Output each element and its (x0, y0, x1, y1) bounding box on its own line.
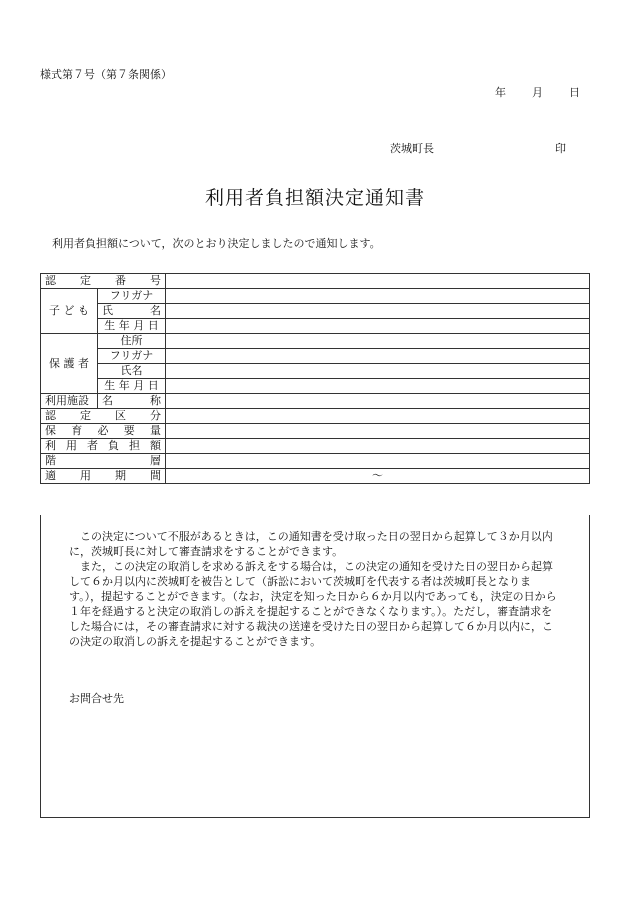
guardian-birth-label: 生 年 月 日 (98, 379, 166, 394)
cert-category-value[interactable] (166, 409, 590, 424)
table-row (41, 439, 590, 454)
appeal-notice-box (40, 515, 590, 818)
date-line (495, 84, 580, 100)
child-birth-value[interactable] (166, 319, 590, 334)
date-month: 月 (532, 86, 543, 99)
guardian-furigana-value[interactable] (166, 349, 590, 364)
tier-value[interactable] (166, 454, 590, 469)
child-furigana-label: フリガナ (98, 289, 166, 304)
guardian-birth-value[interactable] (166, 379, 590, 394)
table-row (41, 274, 590, 289)
table-row (41, 424, 590, 439)
care-need-value[interactable] (166, 424, 590, 439)
child-name-value[interactable] (166, 304, 590, 319)
facility-label: 利用施設 (41, 394, 98, 409)
table-row (41, 409, 590, 424)
period-label: 適 用 期 間 (41, 469, 166, 484)
intro-text: 利用者負担額について，次のとおり決定しましたので通知します。 (52, 237, 381, 250)
seal-mark: 印 (555, 142, 566, 155)
child-furigana-value[interactable] (166, 289, 590, 304)
user-charge-value[interactable] (166, 439, 590, 454)
child-label: 子 ど も (41, 289, 98, 334)
table-row (41, 334, 590, 349)
form-number: 様式第７号（第７条関係） (40, 68, 172, 81)
period-value[interactable]: ～ (166, 469, 590, 484)
table-row (41, 469, 590, 484)
issuer: 茨城町長 (390, 142, 434, 155)
table-row (41, 349, 590, 364)
child-birth-label: 生 年 月 日 (98, 319, 166, 334)
table-row (41, 379, 590, 394)
guardian-furigana-label: フリガナ (98, 349, 166, 364)
facility-name-value[interactable] (166, 394, 590, 409)
child-name-label: 氏 名 (98, 304, 166, 319)
appeal-paragraph-1: この決定について不服があるときは，この通知書を受け取った日の翌日から起算して３か月以内に，茨城町長に対して審査請求をすることができます。 (69, 530, 553, 558)
guardian-address-value[interactable] (166, 334, 590, 349)
appeal-paragraph-2: また，この決定の取消しを求める訴えをする場合は，この決定の通知を受けた日の翌日から起算して６か月以内に茨城町を被告として（訴訟において茨城町を代表する者は茨城町長となります。），提起することができます。（なお，決定を知った日から６か月以内であっても，決定の日から１年を経過すると決定の取消しの訴えを提起することができなくなります。）。ただし，審査請求をした場合には，その審査請求に対する裁決の送達を受けた日の翌日から起算して６か月以内に，この決定の取消しの訴えを提起することができます。 (69, 560, 557, 648)
guardian-name-label: 氏名 (98, 364, 166, 379)
date-year: 年 (495, 86, 506, 99)
guardian-label: 保 護 者 (41, 334, 98, 394)
table-row (41, 394, 590, 409)
table-row (41, 454, 590, 469)
notice-form-table (40, 273, 590, 484)
cert-category-label: 認 定 区 分 (41, 409, 166, 424)
table-row (41, 364, 590, 379)
document-title: 利用者負担額決定通知書 (204, 187, 425, 209)
tier-label: 階 層 (41, 454, 166, 469)
guardian-name-value[interactable] (166, 364, 590, 379)
cert-number-label: 認 定 番 号 (41, 274, 166, 289)
facility-name-label: 名 称 (98, 394, 166, 409)
contact-label: お問合せ先 (69, 692, 124, 705)
guardian-address-label: 住所 (98, 334, 166, 349)
date-day: 日 (569, 86, 580, 99)
table-row (41, 304, 590, 319)
table-row (41, 289, 590, 304)
care-need-label: 保 育 必 要 量 (41, 424, 166, 439)
table-row (41, 319, 590, 334)
user-charge-label: 利 用 者 負 担 額 (41, 439, 166, 454)
cert-number-value[interactable] (166, 274, 590, 289)
